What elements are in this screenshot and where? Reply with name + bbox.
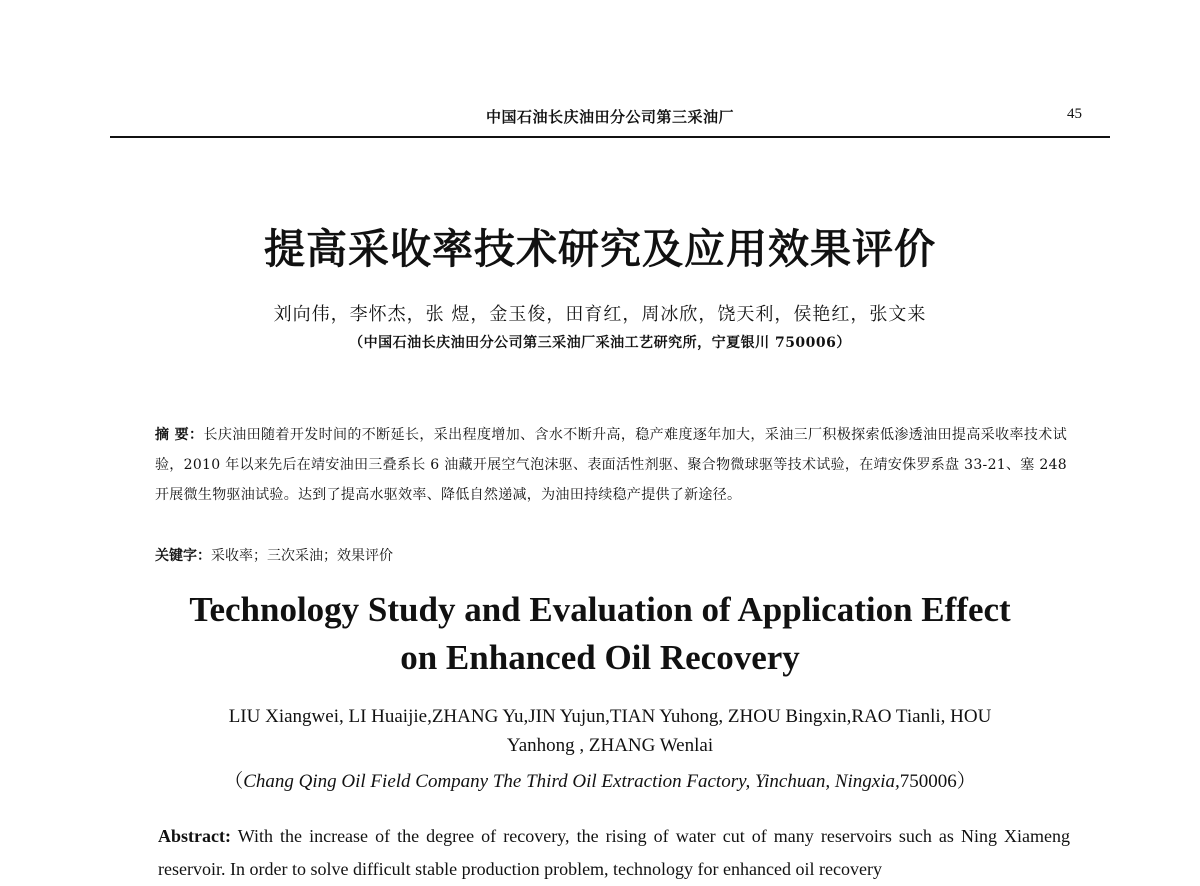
affiliation-open-paren: （ [224, 771, 244, 792]
abstract-english-text: With the increase of the degree of recovery, the rising of water cut of many reservoirs such as Ning Xiameng reservoir. In order to solve difficult stable production problem, technology for enhanced oil recovery [158, 826, 1070, 879]
title-english-line2: on Enhanced Oil Recovery [400, 638, 800, 677]
title-chinese: 提高采收率技术研究及应用效果评价 [264, 225, 936, 273]
keywords-chinese-text: 采收率；三次采油；效果评价 [211, 548, 393, 564]
running-header [110, 96, 1110, 138]
abstract-chinese [155, 420, 1067, 510]
abstract-chinese-label: 摘 要： [155, 427, 204, 443]
affiliation-english-code: 750006 [899, 771, 957, 792]
keywords-chinese-label: 关键字： [155, 548, 211, 564]
abstract-english-label: Abstract: [158, 826, 231, 846]
authors-chinese: 刘向伟，李怀杰，张 煜，金玉俊，田育红，周冰欣，饶天利，侯艳红，张文来 [273, 304, 927, 325]
affiliation-close-paren: ） [956, 771, 976, 792]
title-english [0, 586, 1200, 682]
affiliation-english-text: Chang Qing Oil Field Company The Third Oil Extraction Factory, Yinchuan, Ningxia, [243, 771, 900, 792]
authors-english: LIU Xiangwei, LI Huaijie,ZHANG Yu,JIN Yujun,TIAN Yuhong, ZHOU Bingxin,RAO Tianli, HOU Yanhong , ZHANG Wenlai [228, 706, 992, 756]
title-english-line1: Technology Study and Evaluation of Application Effect [189, 590, 1011, 629]
abstract-chinese-text: 长庆油田随着开发时间的不断延长，采出程度增加、含水不断升高，稳产难度逐年加大，采油三厂积极探索低渗透油田提高采收率技术试验，2010 年以来先后在靖安油田三叠系长 6 油藏开展空气泡沫驱、表面活性剂驱、聚合物微球驱等技术试验，在靖安侏罗系盘 33-21、塞 248 开展微生物驱油试验。达到了提高水驱效率、降低自然递减，为油田持续稳产提供了新途径。 [155, 427, 1067, 503]
keywords-chinese [155, 545, 393, 565]
affiliation-english [0, 766, 1200, 793]
abstract-english [158, 820, 1070, 886]
affiliation-chinese: （中国石油长庆油田分公司第三采油厂采油工艺研究所，宁夏银川 750006） [349, 335, 851, 351]
header-institution: 中国石油长庆油田分公司第三采油厂 [485, 108, 734, 126]
page-number: 45 [1067, 106, 1082, 122]
